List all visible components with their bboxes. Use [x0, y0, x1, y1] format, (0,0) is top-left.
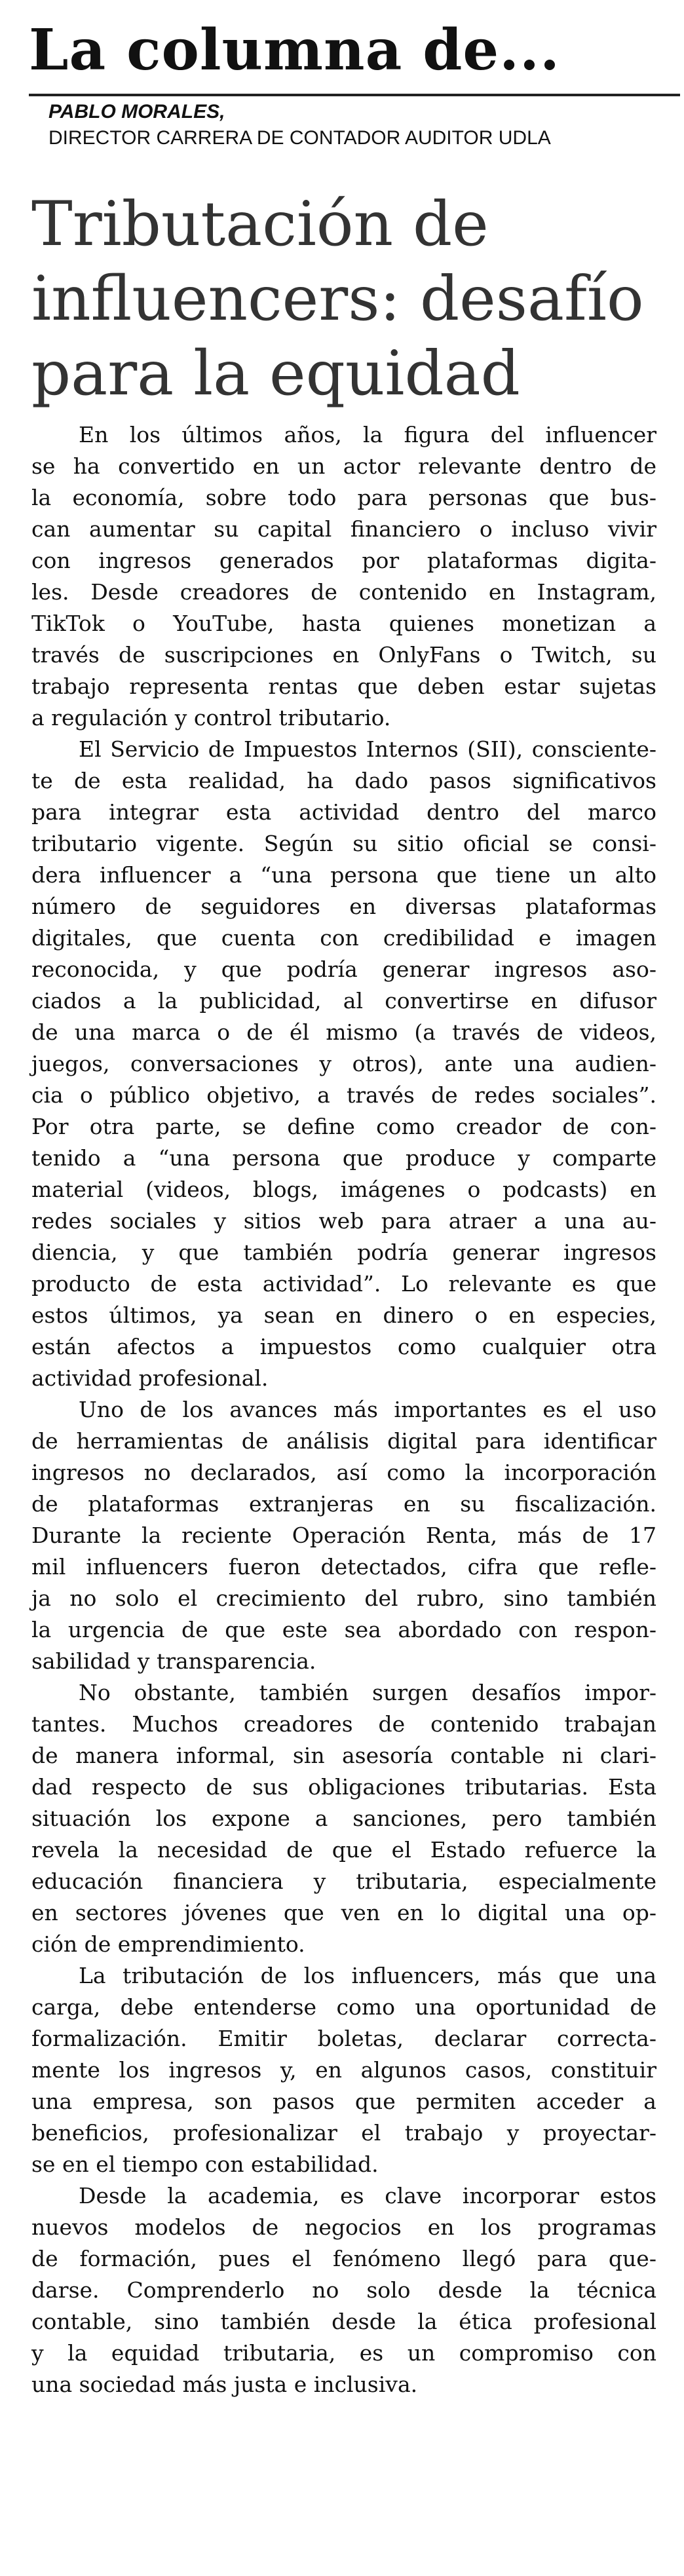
column-kicker: La columna de... — [29, 17, 560, 83]
title-line: para la equidad — [31, 338, 520, 409]
paragraph-line: formalización. Emitir boletas, declarar correcta- — [31, 2026, 656, 2051]
paragraph-line: sabilidad y transparencia. — [31, 1648, 316, 1674]
paragraph-line: ingresos no declarados, así como la incorporación — [31, 1460, 656, 1485]
paragraph-line: producto de esta actividad”. Lo relevante es que — [31, 1271, 656, 1297]
paragraph-line: les. Desde creadores de contenido en Instagram, — [31, 579, 656, 605]
article-paragraph — [31, 419, 656, 734]
paragraph-line: ja no solo el crecimiento del rubro, sino también — [31, 1585, 656, 1611]
paragraph-line: educación financiera y tributaria, especialmente — [31, 1868, 656, 1894]
paragraph-line: tenido a “una persona que produce y comparte — [31, 1145, 656, 1171]
paragraph-line: la urgencia de que este sea abordado con respon- — [31, 1617, 656, 1642]
paragraph-line: diencia, y que también podría generar ingresos — [31, 1240, 656, 1265]
paragraph-line: Desde la academia, es clave incorporar estos — [79, 2183, 656, 2208]
paragraph-line: beneficios, profesionalizar el trabajo y proyectar- — [31, 2120, 656, 2146]
paragraph-line: a regulación y control tributario. — [31, 705, 391, 730]
paragraph-line: contable, sino también desde la ética profesional — [31, 2309, 656, 2334]
paragraph-line: tributario vigente. Según su sitio oficial se consi- — [31, 831, 656, 856]
paragraph-line: trabajo representa rentas que deben estar sujetas — [31, 673, 656, 699]
paragraph-line: Por otra parte, se define como creador de con- — [31, 1114, 656, 1139]
paragraph-line: de manera informal, sin asesoría contable ni clari- — [31, 1743, 656, 1768]
paragraph-line: en sectores jóvenes que ven en lo digital una op- — [31, 1900, 656, 1925]
paragraph-line: de plataformas extranjeras en su fiscalización. — [31, 1491, 656, 1517]
article-body — [31, 419, 656, 2400]
paragraph-line: En los últimos años, la figura del influencer — [79, 422, 656, 447]
paragraph-line: redes sociales y sitios web para atraer a una au- — [31, 1208, 656, 1234]
paragraph-line: No obstante, también surgen desafíos impor- — [79, 1680, 656, 1705]
paragraph-line: darse. Comprenderlo no solo desde la técnica — [31, 2277, 656, 2303]
paragraph-line: número de seguidores en diversas plataformas — [31, 894, 656, 919]
paragraph-line: te de esta realidad, ha dado pasos significativos — [31, 768, 656, 793]
paragraph-line: para integrar esta actividad dentro del marco — [31, 799, 656, 825]
paragraph-line: de herramientas de análisis digital para identificar — [31, 1428, 656, 1454]
paragraph-line: se en el tiempo con estabilidad. — [31, 2151, 379, 2177]
paragraph-line: dad respecto de sus obligaciones tributarias. Esta — [31, 1774, 656, 1800]
header-rule — [29, 94, 680, 96]
paragraph-line: de una marca o de él mismo (a través de videos, — [31, 1019, 656, 1045]
article-paragraph — [31, 734, 656, 1394]
paragraph-line: con ingresos generados por plataformas digita- — [31, 548, 656, 573]
byline — [48, 99, 551, 151]
paragraph-line: dera influencer a “una persona que tiene un alto — [31, 862, 656, 888]
article-paragraph — [31, 2180, 656, 2400]
paragraph-line: tantes. Muchos creadores de contenido trabajan — [31, 1711, 656, 1737]
paragraph-line: reconocida, y que podría generar ingresos aso- — [31, 957, 656, 982]
paragraph-line: TikTok o YouTube, hasta quienes monetizan a — [31, 611, 656, 636]
paragraph-line: de formación, pues el fenómeno llegó para que- — [31, 2246, 656, 2271]
paragraph-line: material (videos, blogs, imágenes o podcasts) en — [31, 1177, 656, 1202]
article-paragraph — [31, 1960, 656, 2180]
paragraph-line: mente los ingresos y, en algunos casos, constituir — [31, 2057, 656, 2083]
paragraph-line: cia o público objetivo, a través de redes sociales”. — [31, 1082, 656, 1108]
title-line: Tributación de — [31, 189, 489, 260]
paragraph-line: ción de emprendimiento. — [31, 1931, 305, 1957]
paragraph-line: estos últimos, ya sean en dinero o en especies, — [31, 1302, 656, 1328]
paragraph-line: Durante la reciente Operación Renta, más de 17 — [31, 1523, 656, 1548]
paragraph-line: están afectos a impuestos como cualquier otra — [31, 1334, 656, 1359]
paragraph-line: través de suscripciones en OnlyFans o Twitch, su — [31, 642, 656, 668]
author-role: DIRECTOR CARRERA DE CONTADOR AUDITOR UDLA — [48, 127, 551, 149]
author-name: PABLO MORALES, — [48, 101, 225, 123]
paragraph-line: se ha convertido en un actor relevante dentro de — [31, 453, 656, 479]
paragraph-line: La tributación de los influencers, más que una — [79, 1963, 656, 1988]
paragraph-line: actividad profesional. — [31, 1365, 269, 1391]
title-line: influencers: desafío — [31, 263, 644, 335]
paragraph-line: Uno de los avances más importantes es el uso — [79, 1397, 656, 1422]
paragraph-line: nuevos modelos de negocios en los programas — [31, 2214, 656, 2240]
paragraph-line: y la equidad tributaria, es un compromiso con — [31, 2340, 656, 2366]
paragraph-line: El Servicio de Impuestos Internos (SII), consciente- — [79, 736, 656, 762]
paragraph-line: situación los expone a sanciones, pero también — [31, 1806, 656, 1831]
paragraph-line: digitales, que cuenta con credibilidad e imagen — [31, 925, 656, 951]
paragraph-line: ciados a la publicidad, al convertirse en difusor — [31, 988, 656, 1013]
article-paragraph — [31, 1677, 656, 1960]
paragraph-line: mil influencers fueron detectados, cifra que refle- — [31, 1554, 656, 1580]
paragraph-line: revela la necesidad de que el Estado refuerce la — [31, 1837, 656, 1863]
paragraph-line: carga, debe entenderse como una oportunidad de — [31, 1994, 656, 2020]
paragraph-line: can aumentar su capital financiero o incluso vivir — [31, 516, 656, 542]
article-title — [31, 187, 674, 411]
paragraph-line: juegos, conversaciones y otros), ante una audien- — [31, 1051, 656, 1076]
article-paragraph — [31, 1394, 656, 1677]
paragraph-line: una empresa, son pasos que permiten acceder a — [31, 2089, 656, 2114]
paragraph-line: una sociedad más justa e inclusiva. — [31, 2372, 418, 2397]
paragraph-line: la economía, sobre todo para personas que bus- — [31, 485, 656, 510]
